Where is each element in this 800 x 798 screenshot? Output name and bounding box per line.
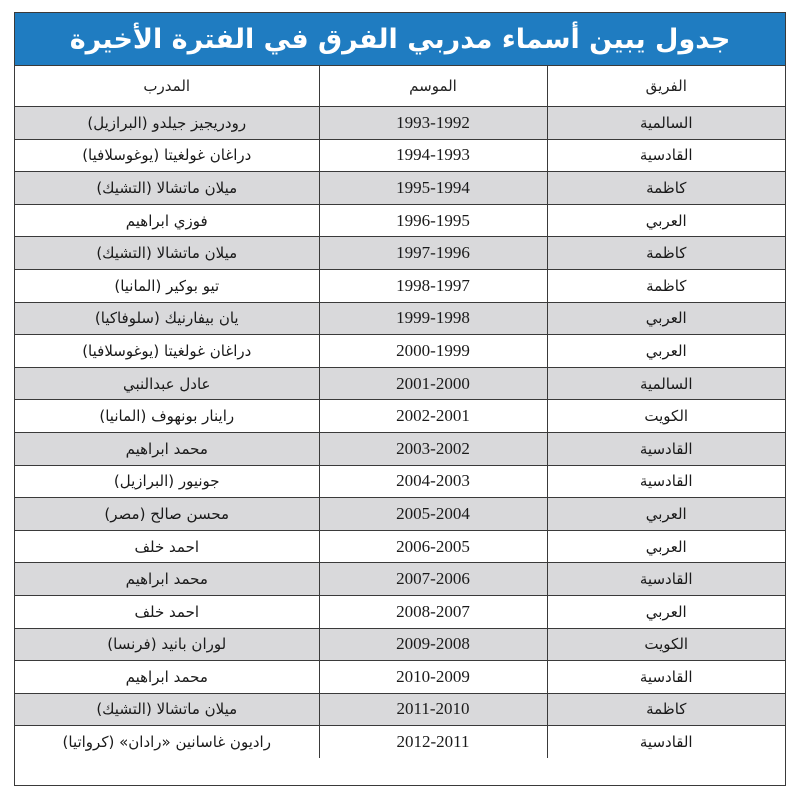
cell-coach: محمد ابراهيم: [15, 563, 319, 596]
cell-coach: راينار بونهوف (المانيا): [15, 400, 319, 433]
cell-coach: دراغان غولغيتا (يوغوسلافيا): [15, 335, 319, 368]
table-row: [15, 302, 785, 335]
cell-coach: فوزي ابراهيم: [15, 204, 319, 237]
cell-season: 2005-2004: [319, 498, 547, 531]
cell-team: العربي: [547, 204, 785, 237]
cell-season: 1995-1994: [319, 172, 547, 205]
table-row: [15, 498, 785, 531]
table-row: [15, 563, 785, 596]
cell-team: القادسية: [547, 139, 785, 172]
cell-coach: محمد ابراهيم: [15, 432, 319, 465]
cell-team: السالمية: [547, 107, 785, 140]
cell-team: كاظمة: [547, 172, 785, 205]
cell-coach: لوران بانيد (فرنسا): [15, 628, 319, 661]
cell-season: 1998-1997: [319, 269, 547, 302]
cell-coach: راديون غاسانين «رادان» (كرواتيا): [15, 726, 319, 758]
table-title: جدول يبين أسماء مدربي الفرق في الفترة الأخيرة: [15, 13, 785, 66]
cell-season: 2000-1999: [319, 335, 547, 368]
cell-team: كاظمة: [547, 693, 785, 726]
cell-team: كاظمة: [547, 237, 785, 270]
cell-team: القادسية: [547, 432, 785, 465]
cell-team: العربي: [547, 595, 785, 628]
cell-team: الكويت: [547, 400, 785, 433]
cell-coach: محسن صالح (مصر): [15, 498, 319, 531]
cell-season: 1994-1993: [319, 139, 547, 172]
table-row: [15, 530, 785, 563]
cell-team: السالمية: [547, 367, 785, 400]
header-row: [15, 66, 785, 107]
cell-coach: دراغان غولغيتا (يوغوسلافيا): [15, 139, 319, 172]
cell-team: كاظمة: [547, 269, 785, 302]
table-row: [15, 628, 785, 661]
cell-coach: محمد ابراهيم: [15, 661, 319, 694]
table-row: [15, 204, 785, 237]
cell-coach: احمد خلف: [15, 530, 319, 563]
table-row: [15, 400, 785, 433]
cell-coach: جونيور (البرازيل): [15, 465, 319, 498]
cell-season: 2011-2010: [319, 693, 547, 726]
table-row: [15, 107, 785, 140]
cell-team: العربي: [547, 335, 785, 368]
coaches-table-frame: [14, 12, 786, 786]
cell-season: 1993-1992: [319, 107, 547, 140]
cell-coach: تيو بوكير (المانيا): [15, 269, 319, 302]
coaches-table: [15, 66, 785, 758]
cell-season: 1996-1995: [319, 204, 547, 237]
cell-season: 2012-2011: [319, 726, 547, 758]
cell-season: 1999-1998: [319, 302, 547, 335]
cell-team: العربي: [547, 530, 785, 563]
cell-coach: ميلان ماتشالا (التشيك): [15, 693, 319, 726]
header-season: الموسم: [319, 66, 547, 107]
table-row: [15, 726, 785, 758]
table-row: [15, 432, 785, 465]
table-row: [15, 367, 785, 400]
cell-coach: ميلان ماتشالا (التشيك): [15, 237, 319, 270]
cell-coach: رودريجيز جيلدو (البرازيل): [15, 107, 319, 140]
cell-season: 2006-2005: [319, 530, 547, 563]
cell-team: الكويت: [547, 628, 785, 661]
table-row: [15, 661, 785, 694]
cell-team: القادسية: [547, 465, 785, 498]
table-row: [15, 269, 785, 302]
cell-season: 2007-2006: [319, 563, 547, 596]
cell-season: 2010-2009: [319, 661, 547, 694]
cell-coach: عادل عبدالنبي: [15, 367, 319, 400]
table-row: [15, 237, 785, 270]
header-team: الفريق: [547, 66, 785, 107]
table-row: [15, 693, 785, 726]
table-row: [15, 139, 785, 172]
cell-team: القادسية: [547, 563, 785, 596]
cell-season: 2002-2001: [319, 400, 547, 433]
cell-season: 2001-2000: [319, 367, 547, 400]
cell-season: 2008-2007: [319, 595, 547, 628]
cell-team: العربي: [547, 498, 785, 531]
table-row: [15, 172, 785, 205]
cell-team: العربي: [547, 302, 785, 335]
cell-team: القادسية: [547, 661, 785, 694]
table-row: [15, 465, 785, 498]
cell-season: 1997-1996: [319, 237, 547, 270]
cell-season: 2004-2003: [319, 465, 547, 498]
table-row: [15, 595, 785, 628]
cell-season: 2003-2002: [319, 432, 547, 465]
cell-coach: ميلان ماتشالا (التشيك): [15, 172, 319, 205]
cell-coach: احمد خلف: [15, 595, 319, 628]
cell-coach: يان بيفارنيك (سلوفاكيا): [15, 302, 319, 335]
header-coach: المدرب: [15, 66, 319, 107]
cell-team: القادسية: [547, 726, 785, 758]
cell-season: 2009-2008: [319, 628, 547, 661]
table-row: [15, 335, 785, 368]
